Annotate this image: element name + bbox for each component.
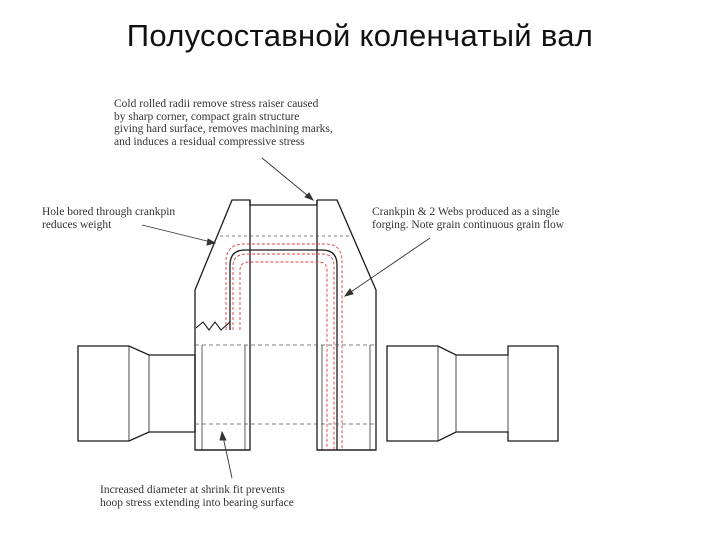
left-web <box>195 200 250 450</box>
annotation-crankpin-webs <box>372 206 564 231</box>
annotation-line: Cold rolled radii remove stress raiser caused <box>114 98 319 110</box>
web-gap <box>230 250 337 450</box>
annotation-shrink-fit <box>100 484 294 509</box>
right-web <box>317 200 376 450</box>
annotation-line: reduces weight <box>42 218 112 231</box>
left-journal-shaft <box>78 346 195 441</box>
annotation-line: giving hard surface, removes machining marks, <box>114 123 333 135</box>
annotation-line: by sharp corner, compact grain structure <box>114 110 300 123</box>
slide-title: Полусоставной коленчатый вал <box>126 18 594 53</box>
break-line <box>196 322 230 330</box>
annotation-line: Hole bored through crankpin <box>42 206 176 218</box>
annotation-line: and induces a residual compressive stress <box>114 135 305 148</box>
annotation-line: forging. Note grain continuous grain flow <box>372 218 565 231</box>
crankpin-top <box>250 200 317 205</box>
annotation-hole-bored <box>42 206 175 231</box>
right-journal-shaft <box>387 346 558 441</box>
annotation-line: Crankpin & 2 Webs produced as a single <box>372 206 560 218</box>
annotation-line: hoop stress extending into bearing surface <box>100 496 294 509</box>
annotation-cold-rolled <box>114 98 333 148</box>
annotation-line: Increased diameter at shrink fit prevents <box>100 484 285 496</box>
grain-flow-lines <box>226 244 342 450</box>
